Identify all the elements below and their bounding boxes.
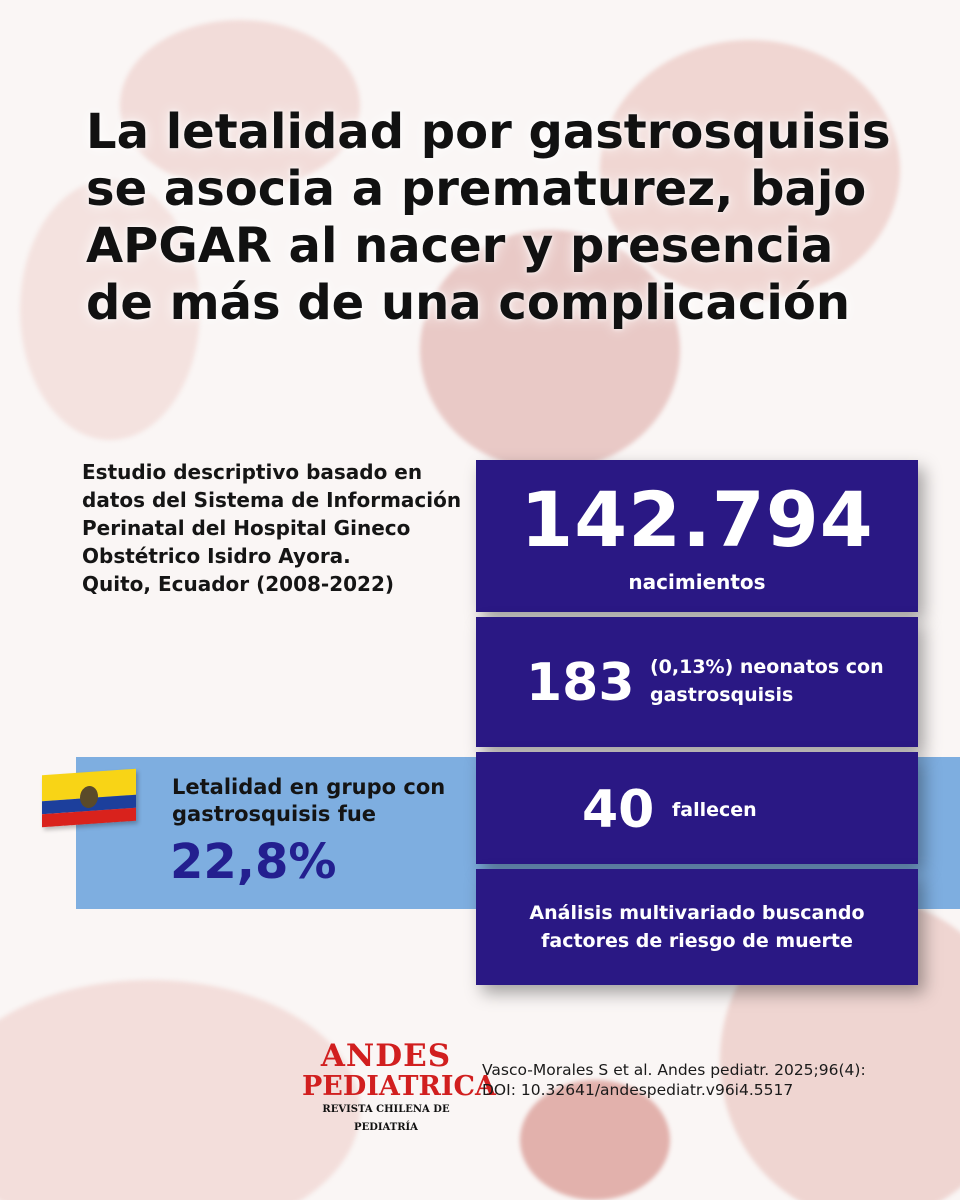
cases-label-line: gastrosquisis [650,684,794,706]
births-label: nacimientos [628,570,766,594]
analysis-card [476,869,918,985]
study-description [82,458,462,598]
headline: La letalidad por gastrosquisis se asocia a prematurez, bajo APGAR al nacer y presencia de más de una complicación [86,104,891,331]
cases-card [476,617,918,747]
analysis-line: Análisis multivariado buscando [529,902,865,924]
citation-line: Vasco-Morales S et al. Andes pediatr. 2025;96(4): [482,1061,866,1079]
lethality-text [172,774,462,828]
citation-doi: DOI: 10.32641/andespediatr.v96i4.5517 [482,1081,794,1099]
logo-line: REVISTA CHILENA DE PEDIATRÍA [322,1104,450,1133]
deaths-label: fallecen [672,799,757,821]
lethality-line: gastrosquisis fue [172,802,377,826]
ecuador-flag-icon [42,769,136,828]
study-line: Estudio descriptivo basado en [82,460,423,484]
logo-line: PEDIATRICA [302,1071,496,1102]
citation [482,1060,912,1100]
study-line: datos del Sistema de Información [82,488,462,512]
study-line: Obstétrico Isidro Ayora. [82,544,351,568]
analysis-text [476,899,918,955]
andes-pediatrica-logo [302,1038,496,1137]
deaths-card [476,752,918,864]
cases-value: 183 [526,653,635,713]
study-line: Perinatal del Hospital Gineco [82,516,411,540]
lethality-value: 22,8% [170,834,337,890]
logo-line: ANDES [320,1038,452,1074]
analysis-line: factores de riesgo de muerte [541,930,853,952]
cases-label-line: (0,13%) neonatos con [650,656,884,678]
lethality-line: Letalidad en grupo con [172,775,446,799]
study-line: Quito, Ecuador (2008-2022) [82,572,395,596]
deaths-value: 40 [582,780,655,840]
cases-label [650,653,900,709]
births-card [476,460,918,612]
births-value: 142.794 [520,475,874,564]
